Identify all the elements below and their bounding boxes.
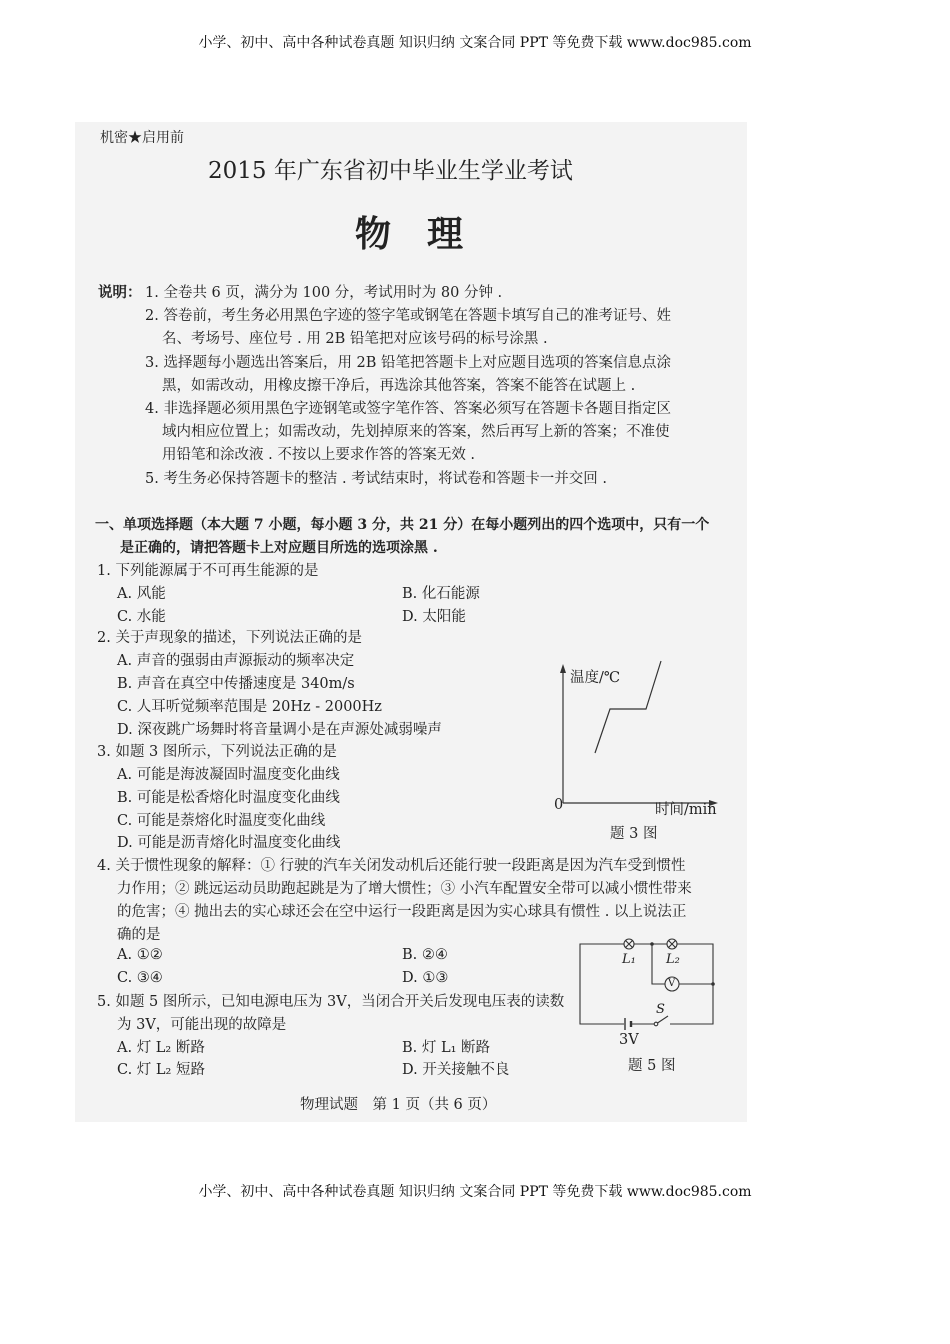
note-line: 4. 非选择题必须用黑色字迹钢笔或签字笔作答、答案必须写在答题卡各题目指定区 [145,401,671,417]
voltmeter-label: V [668,978,676,989]
q3-option-a: A. 可能是海波凝固时温度变化曲线 [117,767,340,783]
question-5-stem: 5. 如题 5 图所示，已知电源电压为 3V，当闭合开关后发现电压表的读数 [97,994,565,1010]
q5-option-c: C. 灯 L₂ 短路 [117,1062,205,1078]
q1-option-d: D. 太阳能 [402,609,466,625]
note-line: 用铅笔和涂改液 . 不按以上要求作答的答案无效 . [162,447,476,463]
q2-option-b: B. 声音在真空中传播速度是 340m/s [117,676,355,692]
q5-option-a: A. 灯 L₂ 断路 [117,1040,205,1056]
fig3-x-label: 时间/min [655,802,717,818]
note-line: 域内相应位置上；如需改动，先划掉原来的答案，然后再写上新的答案；不准使 [162,424,670,440]
question-3-stem: 3. 如题 3 图所示，下列说法正确的是 [97,744,337,760]
voltmeter-wire [652,944,666,984]
q1-option-b: B. 化石能源 [402,586,480,602]
wire-left [580,944,624,1024]
question-4-stem: 确的是 [117,927,161,943]
q5-option-d: D. 开关接触不良 [402,1062,510,1078]
note-line: 1. 全卷共 6 页，满分为 100 分，考试用时为 80 分钟 . [145,285,503,301]
note-line: 名、考场号、座位号 . 用 2B 铅笔把对应该号码的标号涂黑 . [162,331,548,347]
q5-option-b: B. 灯 L₁ 断路 [402,1040,491,1056]
note-line: 黑，如需改动，用橡皮擦干净后，再选涂其他答案，答案不能答在试题上 . [162,378,636,394]
exam-title: 2015 年广东省初中毕业生学业考试 [208,158,573,184]
switch-contact [654,1022,658,1026]
l2-label: L₂ [666,952,680,967]
question-5-stem: 为 3V，可能出现的故障是 [117,1017,287,1033]
battery-label: 3V [619,1032,639,1048]
note-line: 3. 选择题每小题选出答案后，用 2B 铅笔把答题卡上对应题目选项的答案信息点涂 [145,355,672,371]
question-4-stem: 力作用；② 跳远运动员助跑起跳是为了增大惯性；③ 小汽车配置安全带可以减小惯性带来 [117,881,692,897]
question-1-stem: 1. 下列能源属于不可再生能源的是 [97,563,319,579]
fig3-origin: 0 [554,797,564,813]
q1-option-a: A. 风能 [117,586,166,602]
q4-option-b: B. ②④ [402,947,448,963]
fig3-y-label: 温度/℃ [570,670,621,686]
question-2-stem: 2. 关于声现象的描述，下列说法正确的是 [97,630,362,646]
q4-option-c: C. ③④ [117,970,163,986]
section-heading: 一、单项选择题（本大题 7 小题，每小题 3 分，共 21 分）在每小题列出的四个选项中，只有一个 [95,517,710,533]
section-heading: 是正确的，请把答题卡上对应题目所选的选项涂黑 . [120,540,438,556]
q3-option-d: D. 可能是沥青熔化时温度变化曲线 [117,835,341,851]
subject-title: 物 理 [355,213,464,255]
q2-option-d: D. 深夜跳广场舞时将音量调小是在声源处减弱噪声 [117,722,442,738]
watermark-bottom: 小学、初中、高中各种试卷真题 知识归纳 文案合同 PPT 等免费下载 www.doc985.com [198,1184,752,1200]
q3-option-c: C. 可能是萘熔化时温度变化曲线 [117,813,326,829]
q2-option-a: A. 声音的强弱由声源振动的频率决定 [117,653,355,669]
l1-label: L₁ [622,952,636,967]
note-line: 2. 答卷前，考生务必用黑色字迹的签字笔或钢笔在答题卡填写自己的准考证号、姓 [145,308,671,324]
fig3-caption: 题 3 图 [610,826,658,842]
page-footer: 物理试题 第 1 页（共 6 页） [300,1097,497,1113]
question-4-stem: 的危害；④ 抛出去的实心球还会在空中运行一段距离是因为实心球具有惯性 . 以上说法正 [117,904,687,920]
note-line: 5. 考生务必保持答题卡的整洁 . 考试结束时，将试卷和答题卡一并交回 . [145,471,607,487]
watermark-top: 小学、初中、高中各种试卷真题 知识归纳 文案合同 PPT 等免费下载 www.doc985.com [198,35,752,51]
fig5-caption: 题 5 图 [628,1058,676,1074]
notes-label: 说明： [98,284,142,301]
q3-option-b: B. 可能是松香熔化时温度变化曲线 [117,790,340,806]
q1-option-c: C. 水能 [117,609,166,625]
q2-option-c: C. 人耳听觉频率范围是 20Hz - 2000Hz [117,699,382,715]
secret-label: 机密★启用前 [100,130,184,146]
switch-label: S [656,1002,665,1017]
q4-option-d: D. ①③ [402,970,449,986]
q4-option-a: A. ①② [117,947,163,963]
junction-dot [711,982,715,986]
question-4-stem: 4. 关于惯性现象的解释：① 行驶的汽车关闭发动机后还能行驶一段距离是因为汽车受到惯性 [97,858,686,874]
junction-dot [650,942,654,946]
